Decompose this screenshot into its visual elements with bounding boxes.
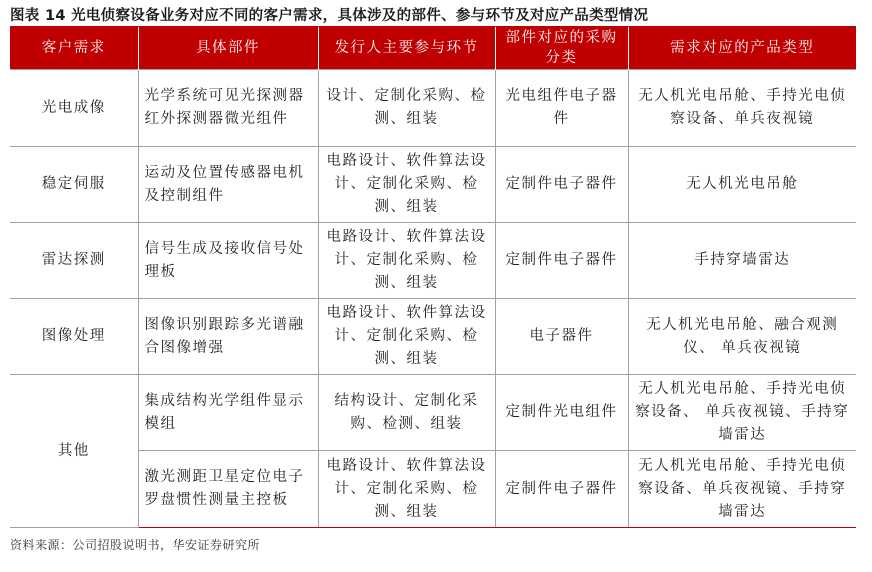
cell-product: 无人机光电吊舱、手持光电侦察设备、 单兵夜视镜、手持穿墙雷达 <box>628 375 856 451</box>
table-row <box>10 375 856 451</box>
cell-stage: 设计、定制化采购、检测、组装 <box>318 70 495 147</box>
cell-demand: 雷达探测 <box>10 223 138 299</box>
source-note: 资料来源：公司招股说明书，华安证券研究所 <box>10 538 261 552</box>
header-demand: 客户需求 <box>10 27 138 70</box>
cell-demand: 光电成像 <box>10 70 138 147</box>
cell-stage: 结构设计、定制化采购、检测、组装 <box>318 375 495 451</box>
cell-part: 图像识别跟踪多光谱融合图像增强 <box>138 299 318 375</box>
figure-title: 图表 14 光电侦察设备业务对应不同的客户需求，具体涉及的部件、参与环节及对应产品类型情况 <box>10 8 649 24</box>
cell-product: 无人机光电吊舱 <box>628 147 856 223</box>
cell-category: 定制件电子器件 <box>495 223 628 299</box>
cell-product: 无人机光电吊舱、融合观测仪、 单兵夜视镜 <box>628 299 856 375</box>
table-row <box>10 299 856 375</box>
cell-category: 定制件电子器件 <box>495 147 628 223</box>
cell-part: 集成结构光学组件显示模组 <box>138 375 318 451</box>
cell-demand: 图像处理 <box>10 299 138 375</box>
cell-product: 无人机光电吊舱、手持光电侦察设备、单兵夜视镜、手持穿墙雷达 <box>628 451 856 528</box>
table-row <box>10 70 856 147</box>
demand-table <box>10 27 856 528</box>
table-row <box>10 147 856 223</box>
header-stage: 发行人主要参与环节 <box>318 27 495 70</box>
cell-stage: 电路设计、软件算法设计、定制化采购、检测、组装 <box>318 223 495 299</box>
cell-stage: 电路设计、软件算法设计、定制化采购、检测、组装 <box>318 451 495 528</box>
cell-category: 定制件光电组件 <box>495 375 628 451</box>
cell-part: 运动及位置传感器电机及控制组件 <box>138 147 318 223</box>
cell-stage: 电路设计、软件算法设计、定制化采购、检测、组装 <box>318 299 495 375</box>
cell-stage: 电路设计、软件算法设计、定制化采购、检测、组装 <box>318 147 495 223</box>
cell-demand: 稳定伺服 <box>10 147 138 223</box>
cell-category: 定制件电子器件 <box>495 451 628 528</box>
header-product: 需求对应的产品类型 <box>628 27 856 70</box>
cell-part: 信号生成及接收信号处理板 <box>138 223 318 299</box>
cell-part: 激光测距卫星定位电子罗盘惯性测量主控板 <box>138 451 318 528</box>
cell-part: 光学系统可见光探测器红外探测器微光组件 <box>138 70 318 147</box>
cell-demand: 其他 <box>10 375 138 528</box>
header-category: 部件对应的采购分类 <box>495 27 628 70</box>
cell-product: 无人机光电吊舱、手持光电侦察设备、单兵夜视镜 <box>628 70 856 147</box>
table-header-row <box>10 27 856 70</box>
cell-category: 电子器件 <box>495 299 628 375</box>
table-row <box>10 223 856 299</box>
cell-category: 光电组件电子器件 <box>495 70 628 147</box>
header-part: 具体部件 <box>138 27 318 70</box>
cell-product: 手持穿墙雷达 <box>628 223 856 299</box>
